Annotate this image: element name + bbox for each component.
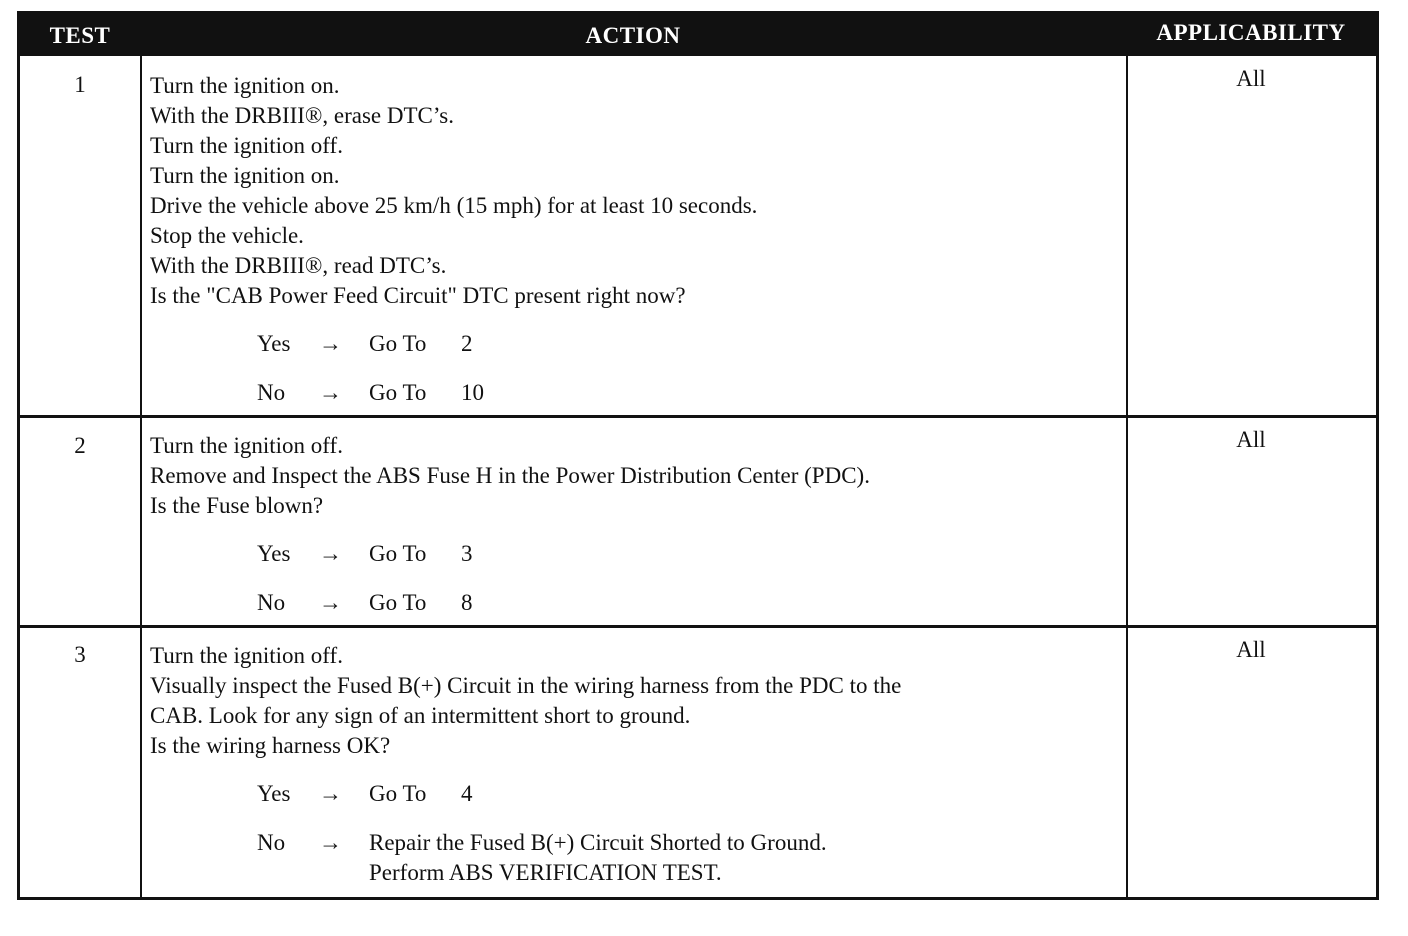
yes-branch [257, 779, 1120, 809]
go-to-label: Go To [369, 541, 427, 566]
go-to-target: 8 [461, 590, 473, 615]
test-number: 3 [74, 642, 86, 667]
arrow-right-icon: → [319, 781, 342, 806]
test-number: 2 [74, 433, 86, 458]
go-to-label: Go To [369, 590, 427, 615]
header-test: TEST [49, 23, 111, 48]
repair-line: Repair the Fused B(+) Circuit Shorted to Ground. [369, 830, 827, 855]
branch-options [150, 329, 1120, 408]
go-to-target: 3 [461, 541, 473, 566]
test-number: 1 [74, 72, 86, 97]
action-cell [150, 431, 1120, 637]
action-line: Visually inspect the Fused B(+) Circuit in the wiring harness from the PDC to the [150, 673, 902, 698]
table-row-test-2 [20, 418, 1376, 625]
action-line: Stop the vehicle. [150, 223, 304, 248]
arrow-right-icon: → [319, 590, 342, 615]
action-line: Turn the ignition on. [150, 163, 340, 188]
action-line: Turn the ignition off. [150, 433, 343, 458]
yes-branch [257, 329, 1120, 359]
arrow-right-icon: → [319, 830, 342, 855]
go-to-label: Go To [369, 380, 427, 405]
arrow-right-icon: → [319, 380, 342, 405]
arrow-right-icon: → [319, 541, 342, 566]
no-branch [257, 378, 1120, 408]
action-line: Is the "CAB Power Feed Circuit" DTC present right now? [150, 283, 686, 308]
branch-options [150, 539, 1120, 618]
action-line: Remove and Inspect the ABS Fuse H in the Power Distribution Center (PDC). [150, 463, 870, 488]
action-line: CAB. Look for any sign of an intermittent short to ground. [150, 703, 691, 728]
yes-label: Yes [257, 541, 291, 566]
header-action: ACTION [585, 23, 681, 48]
action-line: Is the Fuse blown? [150, 493, 324, 518]
action-cell [150, 71, 1120, 427]
no-label: No [257, 590, 286, 615]
go-to-target: 10 [461, 380, 484, 405]
applicability-value: All [1236, 66, 1266, 91]
yes-label: Yes [257, 781, 291, 806]
no-branch [257, 828, 1120, 888]
branch-options [150, 779, 1120, 888]
action-line: Is the wiring harness OK? [150, 733, 391, 758]
go-to-target: 2 [461, 331, 473, 356]
applicability-value: All [1236, 427, 1266, 452]
table-row-test-3 [20, 628, 1376, 896]
action-cell [150, 641, 1120, 907]
applicability-value: All [1236, 637, 1266, 662]
action-line: Turn the ignition on. [150, 73, 340, 98]
go-to-target: 4 [461, 781, 473, 806]
arrow-right-icon: → [319, 331, 342, 356]
repair-instruction [369, 828, 827, 888]
no-label: No [257, 830, 286, 855]
action-line: With the DRBIII®, read DTC’s. [150, 253, 447, 278]
action-line: Drive the vehicle above 25 km/h (15 mph) for at least 10 seconds. [150, 193, 758, 218]
go-to-label: Go To [369, 331, 427, 356]
table-header [20, 14, 1376, 56]
table-row-test-1 [20, 56, 1376, 416]
action-line: Turn the ignition off. [150, 643, 343, 668]
yes-branch [257, 539, 1120, 569]
action-line: With the DRBIII®, erase DTC’s. [150, 103, 454, 128]
action-line: Turn the ignition off. [150, 133, 343, 158]
go-to-label: Go To [369, 781, 427, 806]
no-label: No [257, 380, 286, 405]
yes-label: Yes [257, 331, 291, 356]
no-branch [257, 588, 1120, 618]
verification-line: Perform ABS VERIFICATION TEST. [369, 860, 722, 885]
header-applicability: APPLICABILITY [1156, 20, 1346, 45]
diagnostic-table [17, 11, 1379, 900]
